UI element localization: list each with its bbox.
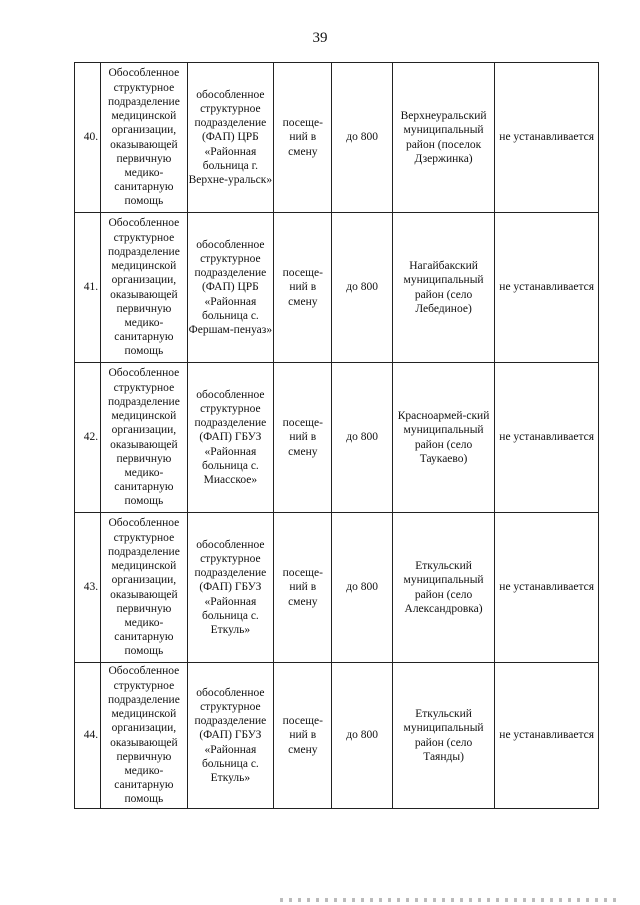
capacity-cell: до 800 (332, 213, 392, 363)
unit-cell: посеще-ний в смену (274, 513, 332, 663)
facility-type-cell: Обособленное структурное подразделение медицинской организации, оказывающей первичную медико-санитарную помощь (101, 63, 187, 213)
capacity-cell: до 800 (332, 663, 392, 809)
area-cell: Еткульский муниципальный район (село Александровка) (392, 513, 495, 663)
unit-cell: посеще-ний в смену (274, 363, 332, 513)
row-number-cell: 42. (75, 363, 101, 513)
facility-type-cell: Обособленное структурное подразделение медицинской организации, оказывающей первичную медико-санитарную помощь (101, 363, 187, 513)
note-cell: не устанавливается (495, 213, 599, 363)
scan-artifact (280, 898, 620, 902)
unit-cell: посеще-ний в смену (274, 213, 332, 363)
capacity-cell: до 800 (332, 363, 392, 513)
row-number-cell: 43. (75, 513, 101, 663)
facility-name-cell: обособленное структурное подразделение (ФАП) ГБУЗ «Районная больница с. Еткуль» (187, 513, 273, 663)
note-cell: не устанавливается (495, 63, 599, 213)
table-row (75, 63, 599, 213)
facilities-table (74, 62, 599, 809)
row-number-cell: 41. (75, 213, 101, 363)
facility-type-cell: Обособленное структурное подразделение медицинской организации, оказывающей первичную медико-санитарную помощь (101, 213, 187, 363)
page-number: 39 (312, 30, 328, 46)
area-cell: Красноармей-ский муниципальный район (село Таукаево) (392, 363, 495, 513)
note-cell: не устанавливается (495, 513, 599, 663)
unit-cell: посеще-ний в смену (274, 63, 332, 213)
table-row (75, 663, 599, 809)
facility-name-cell: обособленное структурное подразделение (ФАП) ЦРБ «Районная больница с. Фершам-пенуаз» (187, 213, 273, 363)
facility-type-cell: Обособленное структурное подразделение медицинской организации, оказывающей первичную медико-санитарную помощь (101, 663, 187, 809)
row-number-cell: 44. (75, 663, 101, 809)
facility-name-cell: обособленное структурное подразделение (ФАП) ГБУЗ «Районная больница с. Миасское» (187, 363, 273, 513)
row-number-cell: 40. (75, 63, 101, 213)
note-cell: не устанавливается (495, 363, 599, 513)
capacity-cell: до 800 (332, 513, 392, 663)
area-cell: Еткульский муниципальный район (село Таянды) (392, 663, 495, 809)
table-row (75, 213, 599, 363)
table-row (75, 363, 599, 513)
facility-name-cell: обособленное структурное подразделение (ФАП) ЦРБ «Районная больница г. Верхне-уральск» (187, 63, 273, 213)
unit-cell: посеще-ний в смену (274, 663, 332, 809)
capacity-cell: до 800 (332, 63, 392, 213)
note-cell: не устанавливается (495, 663, 599, 809)
table-body (75, 63, 599, 809)
table-row (75, 513, 599, 663)
facility-type-cell: Обособленное структурное подразделение медицинской организации, оказывающей первичную медико-санитарную помощь (101, 513, 187, 663)
area-cell: Верхнеуральский муниципальный район (поселок Дзержинка) (392, 63, 495, 213)
area-cell: Нагайбакский муниципальный район (село Лебединое) (392, 213, 495, 363)
facility-name-cell: обособленное структурное подразделение (ФАП) ГБУЗ «Районная больница с. Еткуль» (187, 663, 273, 809)
